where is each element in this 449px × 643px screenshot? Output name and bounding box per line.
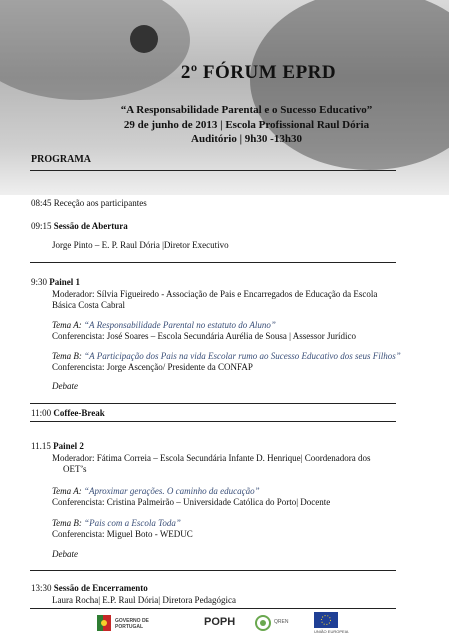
page-title: 2º FÓRUM EPRD xyxy=(180,62,337,83)
panel2-themeA-text: “Aproximar gerações. O caminho da educação” xyxy=(84,486,260,496)
panel1-themeA-label: Tema A: xyxy=(52,320,82,330)
panel1-themeA-speaker: Conferencista: José Soares – Escola Secundária Aurélia de Sousa | Assessor Jurídico xyxy=(52,331,356,341)
panel1-themeB-label: Tema B: xyxy=(52,351,82,361)
logo-eu-text: UNIÃO EUROPEIA xyxy=(314,629,349,634)
panel1-time: 9:30 xyxy=(31,277,48,287)
panel2-themeB-label: Tema B: xyxy=(52,518,82,528)
logo-qren xyxy=(254,612,294,634)
forum-date-venue: 29 de junho de 2013 | Escola Profissional Raul Dória xyxy=(123,119,370,131)
panel1-themeA-text: “A Responsabilidade Parental no estatuto do Aluno” xyxy=(84,320,276,330)
closing-speaker: Laura Rocha| E.P. Raul Dória| Diretora Pedagógica xyxy=(52,595,237,605)
panel2-themeB xyxy=(52,518,181,528)
logo-governo-text: GOVERNO DE PORTUGAL xyxy=(115,618,149,630)
opening-time: 09:15 xyxy=(31,221,52,231)
panel2-debate: Debate xyxy=(52,549,78,559)
panel2-themeA xyxy=(52,486,260,496)
panel1-heading xyxy=(31,277,80,287)
coffee-line xyxy=(31,408,105,418)
logo-uniao-europeia xyxy=(314,612,374,634)
logo-governo-portugal xyxy=(96,612,166,634)
panel1-themeB xyxy=(52,351,401,361)
closing-title: Sessão de Encerramento xyxy=(53,583,148,593)
panel2-moderator-line1: Moderador: Fátima Correia – Escola Secundária Infante D. Henrique| Coordenadora dos xyxy=(52,453,371,463)
sponsor-logos xyxy=(96,612,396,636)
portugal-emblem-icon xyxy=(96,613,112,633)
panel2-themeA-speaker: Conferencista: Cristina Palmeirão – Universidade Católica do Porto| Docente xyxy=(52,497,331,507)
header-banner xyxy=(0,0,449,195)
panel1-moderator-line1: Moderador: Sílvia Figueiredo - Associação de Pais e Encarregados de Educação da Escola xyxy=(52,289,378,299)
logo-poph xyxy=(204,612,246,634)
divider xyxy=(30,262,396,263)
panel1-title: Painel 1 xyxy=(49,277,81,287)
logo-qren-text: QREN xyxy=(274,619,289,625)
panel1-debate: Debate xyxy=(52,381,78,391)
panel1-themeB-speaker: Conferencista: Jorge Ascenção/ Presidente da CONFAP xyxy=(52,362,253,372)
panel2-themeB-text: “Pais com a Escola Toda” xyxy=(84,518,181,528)
banner-photo-button xyxy=(130,25,158,53)
divider xyxy=(30,608,396,609)
panel2-themeB-speaker: Conferencista: Miguel Boto - WEDUC xyxy=(52,529,193,539)
forum-subtitle: “A Responsabilidade Parental e o Sucesso Educativo” xyxy=(120,104,373,116)
panel2-heading xyxy=(31,441,84,451)
opening-title: Sessão de Abertura xyxy=(53,221,128,231)
divider xyxy=(30,570,396,571)
panel2-moderator-line2: OET’s xyxy=(63,464,87,474)
panel1-moderator-line2: Básica Costa Cabral xyxy=(52,300,125,310)
closing-time: 13:30 xyxy=(31,583,52,593)
panel2-title: Painel 2 xyxy=(53,441,84,451)
programa-label: PROGRAMA xyxy=(31,154,91,165)
coffee-title: Coffee-Break xyxy=(53,408,105,418)
opening-line xyxy=(31,221,128,231)
eu-flag-icon xyxy=(314,612,338,628)
reception-line: 08:45 Receção aos participantes xyxy=(31,198,147,208)
divider xyxy=(30,421,396,422)
closing-line xyxy=(31,583,148,593)
qren-emblem-icon xyxy=(254,614,272,632)
forum-room-time: Auditório | 9h30 -13h30 xyxy=(191,133,302,145)
logo-poph-text: POPH xyxy=(204,616,236,628)
panel2-themeA-label: Tema A: xyxy=(52,486,82,496)
divider xyxy=(30,403,396,404)
coffee-time: 11:00 xyxy=(31,408,52,418)
divider xyxy=(30,170,396,171)
opening-speaker: Jorge Pinto – E. P. Raul Dória |Diretor Executivo xyxy=(52,240,229,250)
panel2-time: 11.15 xyxy=(31,441,51,451)
panel1-themeA xyxy=(52,320,276,330)
banner-photo-hand xyxy=(0,0,190,100)
panel1-themeB-text: “A Participação dos Pais na vida Escolar rumo ao Sucesso Educativo dos seus Filhos” xyxy=(84,351,401,361)
